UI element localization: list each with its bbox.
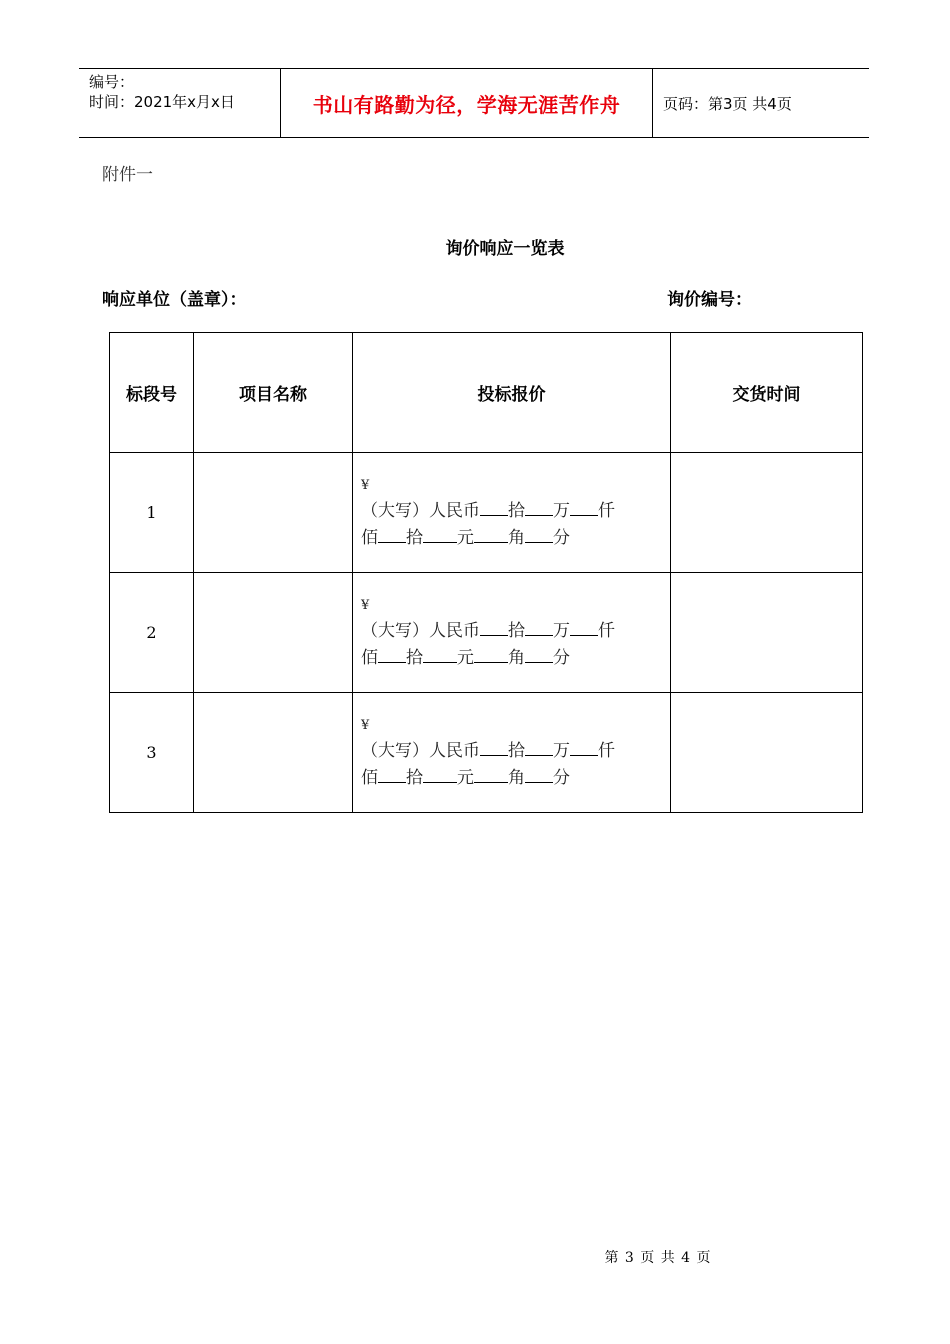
section-number: 1: [110, 453, 194, 573]
page-footer: 第 3 页 共 4 页: [604, 1250, 712, 1266]
header-page-label: 页码：第3页 共4页: [663, 94, 792, 113]
responder-label: 响应单位（盖章）：: [102, 290, 247, 310]
delivery-time-cell: [671, 573, 863, 693]
header-meta: [89, 72, 235, 112]
time-label: 时间：2021年x月x日: [89, 93, 235, 111]
delivery-time-cell: [671, 453, 863, 573]
inquiry-number-label: 询价编号：: [667, 290, 752, 310]
header-motto: 书山有路勤为径，学海无涯苦作舟: [312, 92, 621, 117]
project-name-cell: [194, 693, 353, 813]
page-title: 询价响应一览表: [445, 239, 565, 259]
table-row: [110, 453, 863, 573]
bid-price-cell: ¥ （大写）人民币 拾 万 仟 佰 拾 元 角 分: [353, 453, 671, 573]
yen-symbol: ¥: [361, 717, 370, 733]
header-divider: [652, 69, 653, 137]
yen-symbol: ¥: [361, 597, 370, 613]
project-name-cell: [194, 573, 353, 693]
number-label: 编号：: [89, 73, 135, 91]
header-section-no: 标段号: [110, 333, 194, 453]
header-project-name: 项目名称: [194, 333, 353, 453]
bid-price-cell: ¥ （大写）人民币 拾 万 仟 佰 拾 元 角 分: [353, 573, 671, 693]
section-number: 2: [110, 573, 194, 693]
header-delivery-time: 交货时间: [671, 333, 863, 453]
document-header: [79, 68, 869, 138]
annex-label: 附件一: [102, 165, 153, 185]
delivery-time-cell: [671, 693, 863, 813]
bid-price-cell: ¥ （大写）人民币 拾 万 仟 佰 拾 元 角 分: [353, 693, 671, 813]
project-name-cell: [194, 453, 353, 573]
header-bid-price: 投标报价: [353, 333, 671, 453]
yen-symbol: ¥: [361, 477, 370, 493]
table-row: [110, 693, 863, 813]
table-header-row: [110, 333, 863, 453]
response-table: [109, 332, 863, 813]
section-number: 3: [110, 693, 194, 813]
table-row: [110, 573, 863, 693]
